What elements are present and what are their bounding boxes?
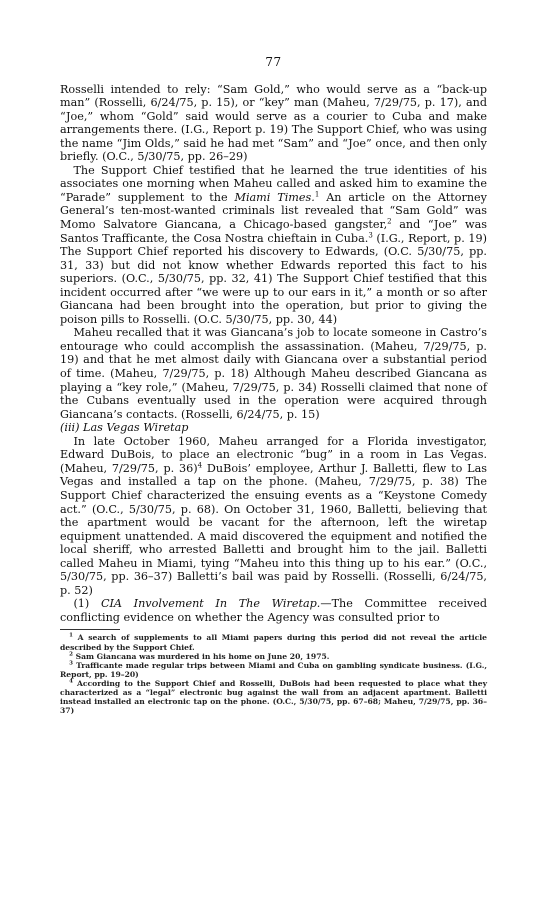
footnote-ref-1: 1: [314, 190, 320, 199]
footnote-3-number: 3: [69, 660, 73, 667]
footnote-ref-3: 3: [368, 230, 373, 239]
paragraph-4-text-a: In late October 1960, Maheu arranged for a Florida investigator, Edward DuBois, to place an electronic “bug” in a room in Las Vegas. (Maheu, 7/29/75, p. 36): [60, 434, 487, 475]
footnote-1-text: A search of supplements to all Miami papers during this period did not reveal the article described by the Support Chief.: [60, 633, 487, 652]
footnote-divider: [60, 629, 120, 630]
paragraph-1: Rosselli intended to rely: “Sam Gold,” who would serve as a “back-up man” (Rosselli, 6/24/75, p. 15), or “key” man (Maheu, 7/29/75, p. 17), and “Joe,” whom “Gold” said would serve as a courier to Cuba and make arrangements there. (I.G., Report p. 19) The Support Chief, who was using the name “Jim Olds,” said he had met “Sam” and “Joe” once, and then only briefly. (O.C., 5/30/75, pp. 26–29): [60, 82, 487, 164]
paragraph-2-text-c: and “Joe” was Santos Trafficante, the Cosa Nostra chieftain in Cuba.: [60, 218, 487, 245]
subsection-number: (1): [73, 597, 90, 611]
document-page: [60, 56, 487, 886]
footnote-4-text: According to the Support Chief and Rosselli, DuBois had been requested to place what they characterized as a “legal” electronic bug against the wall from an adjacent apartment. Balletti instead installed an electronic tap on the phone. (O.C., 5/30/75, pp. 67–68; Maheu, 7/29/75, pp. 36–37): [60, 678, 487, 716]
section-heading-text: Las Vegas Wiretap: [83, 421, 189, 435]
footnote-4-number: 4: [69, 678, 73, 685]
footnote-1-number: 1: [69, 632, 73, 639]
paragraph-2-text-d: (I.G., Report, p. 19) The Support Chief reported his discovery to Edwards, (O.C. 5/30/75, pp. 31, 33) but did not know whether Edwards reported this fact to his superiors. (O.C., 5/30/75, pp. 32, 41) The Support Chief testified that this incident occurred after “we were up to our ears in it,” a month or so after Giancana had been brought into the operation, but prior to giving the poison pills to Rosselli. (O.C. 5/30/75, pp. 30, 44): [60, 231, 488, 326]
footnote-4: [60, 679, 487, 715]
footnote-ref-4: 4: [197, 461, 203, 470]
paragraph-2-text-a: The Support Chief testified that he learned the true identities of his associates one morning when Maheu called and asked him to examine the “Parade” supplement to the: [60, 163, 487, 204]
section-heading: [60, 421, 487, 435]
footnote-2: [60, 652, 487, 661]
paragraph-5-text: —The Committee received conflicting evidence on whether the Agency was consulted prior to: [60, 597, 488, 624]
footnote-3-text: Trafficante made regular trips between Miami and Cuba on gambling syndicate business. (I.G., Report, pp. 19–20): [60, 660, 487, 679]
paragraph-5: [60, 597, 487, 624]
footnote-2-text: Sam Giancana was murdered in his home on June 20, 1975.: [75, 651, 330, 661]
page-number: 77: [265, 55, 282, 69]
footnote-1: [60, 633, 487, 651]
paragraph-2-text-b: An article on the Attorney General’s ten-most-wanted criminals list revealed that “Sam Gold” was Momo Salvatore Giancana, a Chicago-based gangster,: [60, 190, 488, 232]
footnote-ref-2: 2: [387, 217, 392, 226]
subsection-heading: CIA Involvement In The Wiretap.: [100, 597, 321, 611]
paragraph-2: [60, 164, 487, 327]
paragraph-4-text-b: DuBois’ employee, Arthur J. Balletti, flew to Las Vegas and installed a tap on the phone. (Maheu, 7/29/75, p. 38) The Support Chief characterized the ensuing events as a “Keystone Comedy act.” (O.C., 5/30/75, p. 68). On October 31, 1960, Balletti, believing that the apartment would be vacant for the afternoon, left the wiretap equipment unattended. A maid discovered the equipment and notified the local sheriff, who arrested Balletti and brought him to the jail. Balletti called Maheu in Miami, tying “Maheu into this thing up to his ear.” (O.C., 5/30/75, pp. 36–37) Balletti’s bail was paid by Rosselli. (Rosselli, 6/24/75, p. 52): [60, 461, 488, 597]
paragraph-3: Maheu recalled that it was Giancana’s job to locate someone in Castro’s entourage who could accomplish the assassination. (Maheu, 7/29/75, p. 19) and that he met almost daily with Giancana over a substantial period of time. (Maheu, 7/29/75, p. 18) Although Maheu described Giancana as playing a “key role,” (Maheu, 7/29/75, p. 34) Rosselli claimed that none of the Cubans eventually used in the operation were acquired through Giancana’s contacts. (Rosselli, 6/24/75, p. 15): [60, 326, 487, 421]
footnote-3: [60, 661, 487, 679]
footnote-2-number: 2: [69, 651, 73, 658]
miami-times-title: Miami Times.: [234, 190, 315, 204]
paragraph-4: [60, 435, 487, 598]
section-heading-number: (iii): [60, 421, 80, 435]
footnotes: [60, 633, 487, 715]
